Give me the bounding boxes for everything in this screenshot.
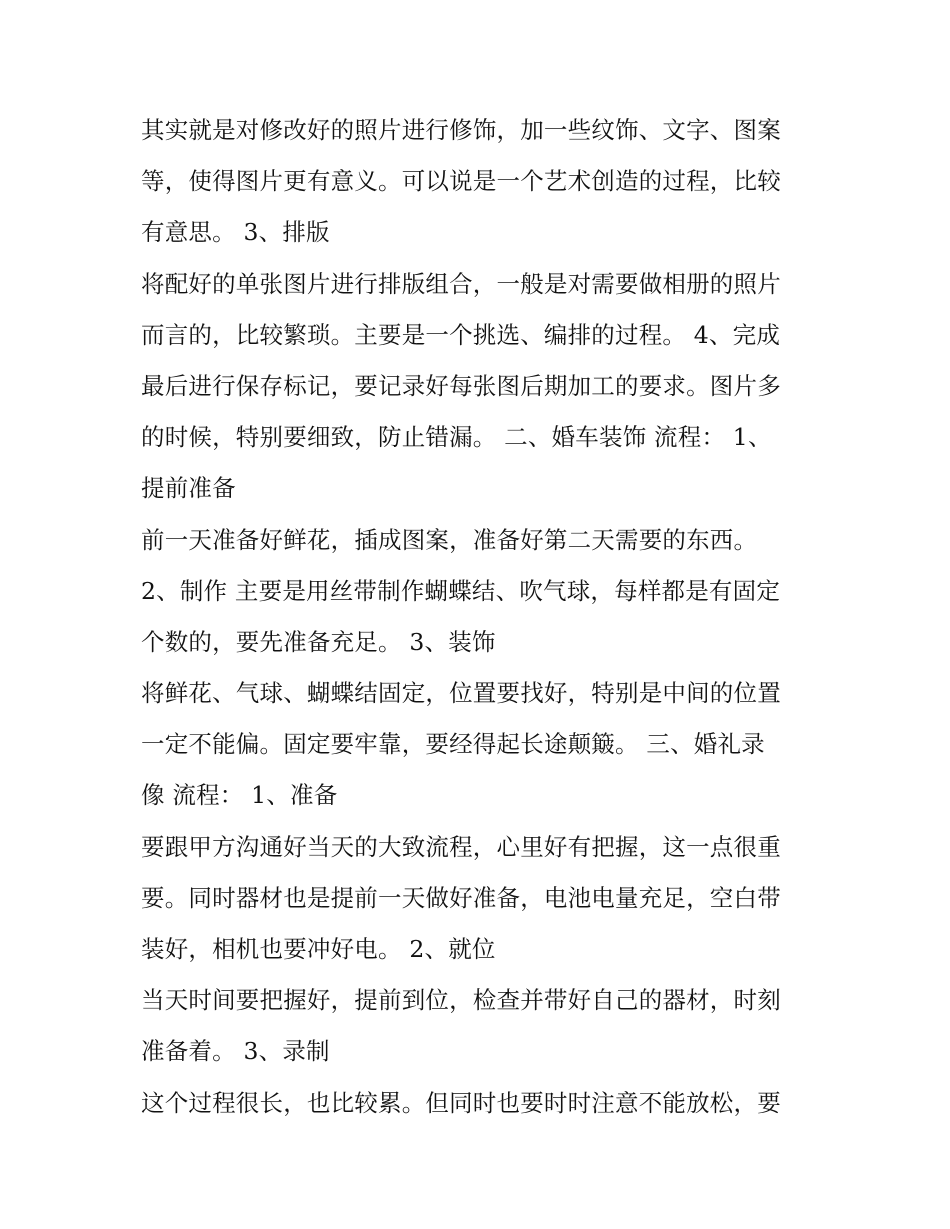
text-line: 2、制作 主要是用丝带制作蝴蝶结、吹气球，每样都是有固定 bbox=[141, 576, 781, 605]
text-line: 个数的，要先准备充足。 3、装饰 bbox=[141, 627, 496, 656]
text-line: 提前准备 bbox=[141, 474, 236, 503]
document-body bbox=[141, 108, 821, 1132]
text-line: 最后进行保存标记，要记录好每张图后期加工的要求。图片多 bbox=[141, 371, 781, 400]
text-line: 而言的，比较繁琐。主要是一个挑选、编排的过程。 4、完成 bbox=[141, 320, 781, 349]
text-line: 要。同时器材也是提前一天做好准备，电池电量充足，空白带 bbox=[141, 883, 781, 912]
text-line: 将配好的单张图片进行排版组合，一般是对需要做相册的照片 bbox=[141, 269, 781, 298]
text-line: 的时候，特别要细致，防止错漏。 二、婚车装饰 流程： 1、 bbox=[141, 423, 772, 452]
text-line: 要跟甲方沟通好当天的大致流程，心里好有把握，这一点很重 bbox=[141, 832, 781, 861]
text-line: 当天时间要把握好，提前到位，检查并带好自己的器材，时刻 bbox=[141, 986, 781, 1015]
text-line: 像 流程： 1、准备 bbox=[141, 781, 338, 810]
text-line: 有意思。 3、排版 bbox=[141, 218, 330, 247]
text-line: 前一天准备好鲜花，插成图案，准备好第二天需要的东西。 bbox=[141, 525, 758, 554]
text-line: 装好，相机也要冲好电。 2、就位 bbox=[141, 935, 496, 963]
text-line: 准备着。 3、录制 bbox=[141, 1037, 330, 1066]
text-line: 这个过程很长，也比较累。但同时也要时时注意不能放松，要 bbox=[141, 1088, 781, 1117]
text-line: 一定不能偏。固定要牢靠，要经得起长途颠簸。 三、婚礼录 bbox=[141, 730, 765, 759]
text-line: 将鲜花、气球、蝴蝶结固定，位置要找好，特别是中间的位置 bbox=[141, 679, 781, 708]
text-line: 其实就是对修改好的照片进行修饰，加一些纹饰、文字、图案 bbox=[141, 116, 781, 144]
text-line: 等，使得图片更有意义。可以说是一个艺术创造的过程，比较 bbox=[141, 167, 781, 196]
